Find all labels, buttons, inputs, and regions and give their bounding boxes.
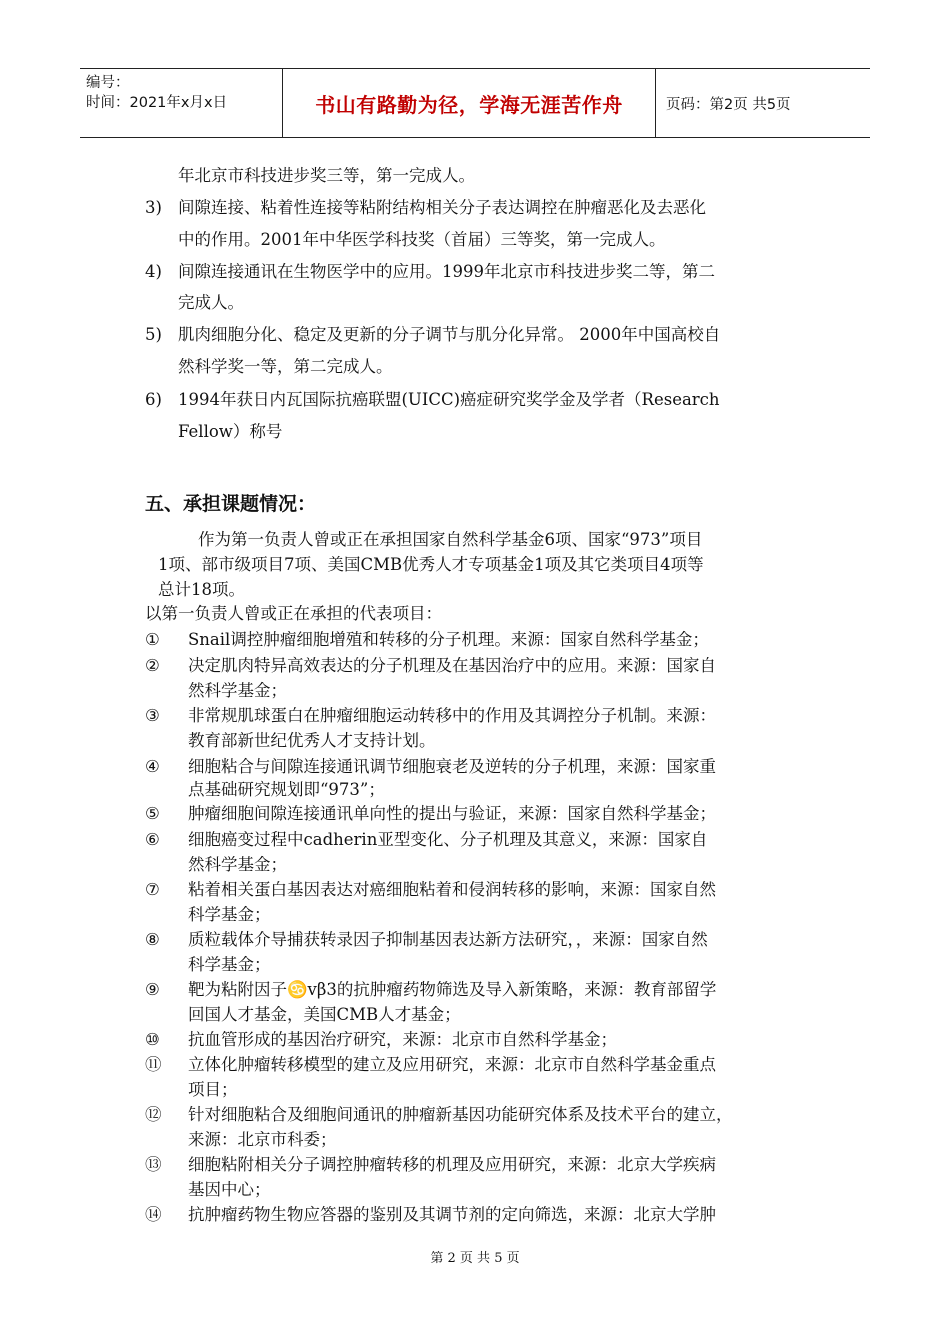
award-number: 3) [145,198,162,217]
award-line: 间隙连接、粘着性连接等粘附结构相关分子表达调控在肿瘤恶化及去恶化 [178,198,706,217]
project-line: 然科学基金； [188,681,287,700]
project-line: 基因中心； [188,1180,271,1199]
project-line: 教育部新世纪优秀人才支持计划。 [188,731,436,750]
project-number: ⑪ [145,1055,162,1074]
page-header [80,68,870,138]
project-line: 决定肌肉特异高效表达的分子机理及在基因治疗中的应用。来源：国家自 [188,656,716,675]
award-line: 1994年获日内瓦国际抗癌联盟(UICC)癌症研究奖学金及学者（Research [178,390,720,409]
project-line: 靶为粘附因子♋vβ3的抗肿瘤药物筛选及导入新策略，来源：教育部留学 [188,980,717,999]
header-meta [80,69,283,137]
award-line: 肌肉细胞分化、稳定及更新的分子调节与肌分化异常。 2000年中国高校自 [178,325,721,344]
project-number: ⑬ [145,1155,162,1174]
project-number: ⑦ [145,880,160,899]
header-motto: 书山有路勤为径，学海无涯苦作舟 [283,69,656,137]
page-footer: 第 2 页 共 5 页 [430,1251,520,1266]
project-number: ⑧ [145,930,160,949]
project-line: 回国人才基金，美国CMB人才基金； [188,1005,461,1024]
project-number: ③ [145,706,160,725]
project-line: 针对细胞粘合及细胞间通讯的肿瘤新基因功能研究体系及技术平台的建立， [188,1105,733,1124]
list-intro: 以第一负责人曾或正在承担的代表项目： [145,604,442,623]
project-line: 科学基金； [188,905,271,924]
project-line: 抗血管形成的基因治疗研究，来源：北京市自然科学基金； [188,1030,617,1049]
project-line: 肿瘤细胞间隙连接通讯单向性的提出与验证，来源：国家自然科学基金； [188,804,716,823]
intro-line: 作为第一负责人曾或正在承担国家自然科学基金6项、国家“973”项目 [198,530,703,549]
project-number: ⑩ [145,1030,160,1049]
project-line: 细胞癌变过程中cadherin亚型变化、分子机理及其意义，来源：国家自 [188,830,708,849]
award-line: 年北京市科技进步奖三等，第一完成人。 [178,166,475,185]
project-line: 立体化肿瘤转移模型的建立及应用研究，来源：北京市自然科学基金重点 [188,1055,716,1074]
project-line: 项目； [188,1080,238,1099]
award-number: 4) [145,262,162,281]
project-line: 点基础研究规划即“973”； [188,780,385,799]
number-label: 编号： [86,75,130,91]
award-line: 然科学奖一等，第二完成人。 [178,357,393,376]
intro-line: 1项、部市级项目7项、美国CMB优秀人才专项基金1项及其它类项目4项等 [158,555,704,574]
project-line: 质粒载体介导捕获转录因子抑制基因表达新方法研究，，来源：国家自然 [188,930,708,949]
award-line: 中的作用。2001年中华医学科技奖（首届）三等奖，第一完成人。 [178,230,666,249]
project-number: ⑤ [145,804,160,823]
date-label: 时间：2021年x月x日 [86,95,228,111]
project-line: 细胞粘附相关分子调控肿瘤转移的机理及应用研究，来源：北京大学疾病 [188,1155,716,1174]
award-line: Fellow）称号 [178,422,283,441]
project-line: 来源：北京市科委； [188,1130,337,1149]
project-number: ② [145,656,160,675]
project-line: 粘着相关蛋白基因表达对癌细胞粘着和侵润转移的影响，来源：国家自然 [188,880,716,899]
project-line: 非常规肌球蛋白在肿瘤细胞运动转移中的作用及其调控分子机制。来源： [188,706,716,725]
section-title: 五、承担课题情况： [145,493,317,515]
project-line: 科学基金； [188,955,271,974]
project-number: ⑥ [145,830,160,849]
project-number: ⑭ [145,1205,162,1224]
project-number: ① [145,630,160,649]
award-line: 间隙连接通讯在生物医学中的应用。1999年北京市科技进步奖二等，第二 [178,262,715,281]
award-number: 5) [145,325,162,344]
project-line: 然科学基金； [188,855,287,874]
project-number: ⑫ [145,1105,162,1124]
project-number: ④ [145,757,160,776]
project-number: ⑨ [145,980,160,999]
header-page-info: 页码：第2页 共5页 [666,96,791,113]
award-number: 6) [145,390,162,409]
award-line: 完成人。 [178,293,244,312]
project-line: 细胞粘合与间隙连接通讯调节细胞衰老及逆转的分子机理，来源：国家重 [188,757,716,776]
intro-line: 总计18项。 [158,580,245,599]
project-line: Snail调控肿瘤细胞增殖和转移的分子机理。来源：国家自然科学基金； [188,630,709,649]
project-line: 抗肿瘤药物生物应答器的鉴别及其调节剂的定向筛选，来源：北京大学肿 [188,1205,716,1224]
